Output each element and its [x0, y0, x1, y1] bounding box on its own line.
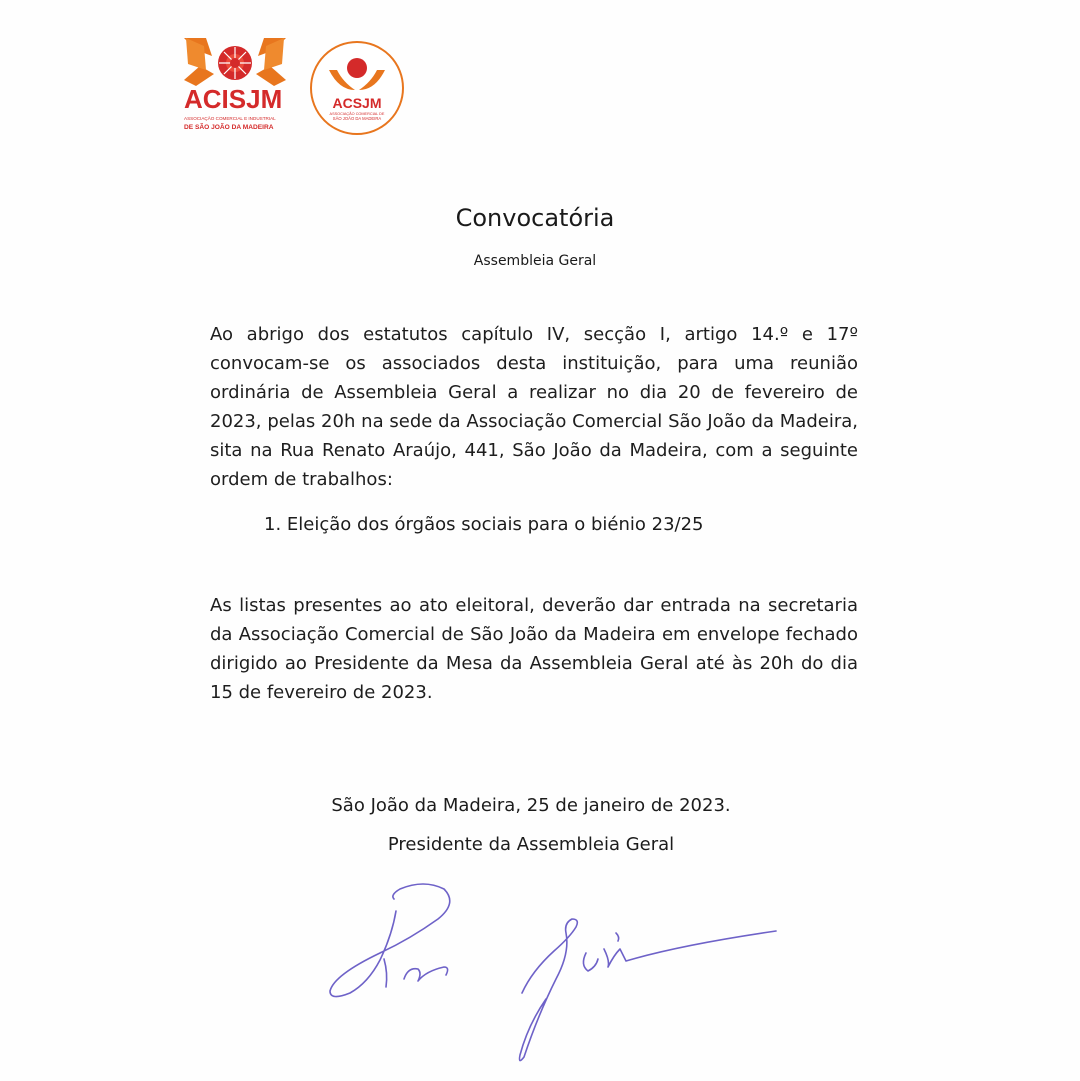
acisjm-logo-subtitle-1: ASSOCIAÇÃO COMERCIAL E INDUSTRIAL — [184, 116, 276, 121]
acisjm-logo — [182, 36, 288, 136]
agenda-list — [264, 510, 704, 539]
acsjm-logo-text: ACSJM — [332, 95, 382, 111]
acsjm-logo — [309, 40, 405, 136]
acsjm-logo-subtitle-1: ASSOCIAÇÃO COMERCIAL DE — [329, 112, 385, 116]
lists-paragraph: As listas presentes ao ato eleitoral, deverão dar entrada na secretaria da Associação Comercial de São João da Madeira em envelope fechado dirigido ao Presidente da Mesa da Assembleia Geral até às 20h do dia 15 de fevereiro de 2023. — [210, 595, 858, 703]
document-title: Convocatória — [455, 204, 615, 232]
acsjm-logo-subtitle-2: SÃO JOÃO DA MADEIRA — [332, 116, 382, 121]
agenda-item: 1. Eleição dos órgãos sociais para o biénio 23/25 — [264, 514, 704, 535]
acisjm-logo-subtitle-2: DE SÃO JOÃO DA MADEIRA — [184, 124, 274, 131]
document-subtitle: Assembleia Geral — [473, 253, 597, 269]
acisjm-logo-text: ACISJM — [184, 84, 283, 114]
convocation-paragraph: Ao abrigo dos estatutos capítulo IV, secção I, artigo 14.º e 17º convocam-se os associados desta instituição, para uma reunião ordinária de Assembleia Geral a realizar no dia 20 de fevereiro de 2023, pelas 20h na sede da Associação Comercial São João da Madeira, sita na Rua Renato Araújo, 441, São João da Madeira, com a seguinte ordem de trabalhos: — [210, 324, 858, 490]
signatory-role: Presidente da Assembleia Geral — [387, 834, 675, 855]
signature — [320, 875, 790, 1070]
place-and-date: São João da Madeira, 25 de janeiro de 2023. — [331, 795, 731, 816]
